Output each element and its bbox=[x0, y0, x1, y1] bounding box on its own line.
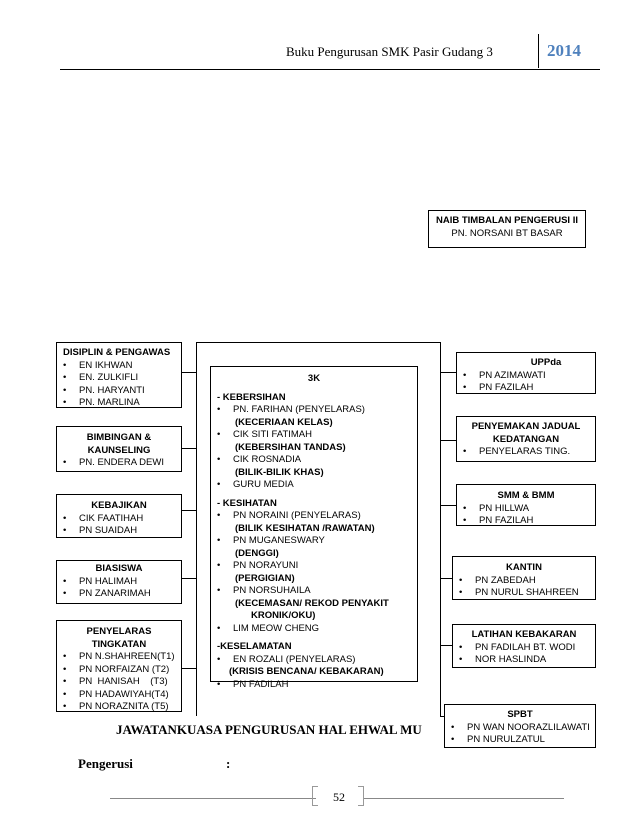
list-item: • PN NORAYUNI bbox=[211, 560, 417, 573]
kebajikan-title: KEBAJIKAN bbox=[91, 500, 147, 511]
bimbingan-box bbox=[56, 426, 182, 472]
disiplin-box bbox=[56, 342, 182, 408]
list-item: • PN. FARIHAN (PENYELARAS) bbox=[211, 404, 417, 417]
penyelaras-box bbox=[56, 620, 182, 712]
list-item: • PENYELARAS TING. bbox=[457, 446, 595, 459]
list-item: • PN NURULZATUL bbox=[445, 734, 595, 747]
list-item-note: KRONIK/OKU) bbox=[251, 610, 316, 621]
biasiswa-title: BIASISWA bbox=[95, 563, 143, 574]
list-item: • PN NORAZNITA (T5) bbox=[57, 701, 181, 714]
bimbingan-title-2: KAUNSELING bbox=[87, 444, 151, 456]
list-item: • PN ZANARIMAH bbox=[57, 588, 181, 601]
tiga-k-title: 3K bbox=[307, 373, 321, 384]
list-item: • PN HALIMAH bbox=[57, 576, 181, 589]
connector-line bbox=[440, 440, 456, 441]
smm-title: SMM & BMM bbox=[497, 490, 555, 501]
list-item: • PN SUAIDAH bbox=[57, 525, 181, 538]
penyelaras-title: PENYELARAS bbox=[86, 626, 152, 637]
list-item: • PN. MARLINA bbox=[57, 397, 181, 410]
header-title: Buku Pengurusan SMK Pasir Gudang 3 bbox=[286, 44, 493, 59]
connector-line bbox=[182, 448, 196, 449]
biasiswa-box bbox=[56, 560, 182, 604]
header-year: 2014 bbox=[547, 41, 581, 60]
list-item: • GURU MEDIA bbox=[211, 479, 417, 492]
jadual-title: PENYEMAKAN JADUAL bbox=[471, 421, 581, 432]
uppda-title: UPPda bbox=[530, 357, 562, 368]
bimbingan-title: BIMBINGAN & bbox=[86, 432, 152, 443]
naib-timbalan-box bbox=[428, 210, 586, 248]
list-item: • LIM MEOW CHENG bbox=[211, 623, 417, 636]
list-item-note: (KECEMASAN/ REKOD PENYAKIT bbox=[235, 597, 389, 609]
naib-timbalan-title: NAIB TIMBALAN PENGERUSI II bbox=[436, 215, 578, 226]
list-item: • PN. ENDERA DEWI bbox=[57, 457, 181, 470]
list-item: • PN NORAINI (PENYELARAS) bbox=[211, 510, 417, 523]
smm-box bbox=[456, 484, 596, 526]
list-item: • PN N.SHAHREEN(T1) bbox=[57, 651, 181, 664]
jadual-box bbox=[456, 416, 596, 462]
list-item: • EN. ZULKIFLI bbox=[57, 372, 181, 385]
list-item-note: (PERGIGIAN) bbox=[235, 572, 295, 584]
list-item: • CIK FAATIHAH bbox=[57, 513, 181, 526]
uppda-box bbox=[456, 352, 596, 394]
page-number: 52 bbox=[333, 790, 345, 804]
disiplin-title: DISIPLIN & PENGAWAS bbox=[63, 347, 171, 358]
jadual-title-2: KEDATANGAN bbox=[492, 433, 560, 445]
spbt-box bbox=[444, 704, 596, 748]
kesihatan-title: - KESIHATAN bbox=[217, 497, 277, 509]
committee-heading: JAWATANKUASA PENGURUSAN HAL EHWAL MU bbox=[116, 722, 422, 737]
connector-line bbox=[196, 342, 197, 716]
tiga-k-box bbox=[210, 366, 418, 690]
connector-line bbox=[182, 578, 196, 579]
list-item: • PN NORFAIZAN (T2) bbox=[57, 664, 181, 677]
list-item: • PN HANISAH (T3) bbox=[57, 676, 181, 689]
spbt-title: SPBT bbox=[507, 709, 533, 720]
list-item-note: (KEBERSIHAN TANDAS) bbox=[235, 441, 346, 453]
list-item: • PN HADAWIYAH(T4) bbox=[57, 689, 181, 702]
list-item-note: (BILIK KESIHATAN /RAWATAN) bbox=[235, 522, 375, 534]
list-item: • NOR HASLINDA bbox=[453, 654, 595, 667]
list-item: • CIK SITI FATIMAH bbox=[211, 429, 417, 442]
footer-rule-right bbox=[364, 798, 564, 799]
list-item: • PN HILLWA bbox=[457, 503, 595, 516]
list-item: • PN FADILAH bbox=[211, 679, 417, 692]
list-item: • EN IKHWAN bbox=[57, 360, 181, 373]
kebersihan-title: - KEBERSIHAN bbox=[217, 391, 286, 403]
list-item: • PN FAZILAH bbox=[457, 515, 595, 528]
connector-line bbox=[440, 372, 456, 373]
latihan-box bbox=[452, 624, 596, 668]
connector-line bbox=[182, 372, 196, 373]
keselamatan-note: (KRISIS BENCANA/ KEBAKARAN) bbox=[229, 666, 384, 677]
list-item: • PN WAN NOORAZLILAWATI bbox=[445, 722, 595, 735]
connector-line bbox=[182, 510, 196, 511]
list-item: • CIK ROSNADIA bbox=[211, 454, 417, 467]
pengerusi-label: Pengerusi bbox=[78, 756, 133, 771]
connector-line bbox=[440, 505, 456, 506]
kantin-title: KANTIN bbox=[506, 562, 542, 573]
list-item: • PN FADILAH BT. WODI bbox=[453, 642, 595, 655]
list-item-note: (BILIK-BILIK KHAS) bbox=[235, 466, 324, 478]
list-item: • EN ROZALI (PENYELARAS) bbox=[211, 654, 417, 667]
list-item: • PN NURUL SHAHREEN bbox=[453, 587, 595, 600]
list-item: • PN ZABEDAH bbox=[453, 575, 595, 588]
list-item: • PN. HARYANTI bbox=[57, 385, 181, 398]
naib-timbalan-name: PN. NORSANI BT BASAR bbox=[451, 227, 563, 239]
list-item: • PN AZIMAWATI bbox=[457, 370, 595, 383]
list-item-note: (KECERIAAN KELAS) bbox=[235, 416, 333, 428]
connector-line bbox=[182, 668, 196, 669]
latihan-title: LATIHAN KEBAKARAN bbox=[471, 629, 577, 640]
connector-line bbox=[440, 342, 441, 716]
header-rule bbox=[60, 69, 600, 70]
list-item-note: (DENGGI) bbox=[235, 547, 279, 559]
kantin-box bbox=[452, 556, 596, 600]
list-item: • PN NORSUHAILA bbox=[211, 585, 417, 598]
list-item: • PN MUGANESWARY bbox=[211, 535, 417, 548]
penyelaras-title-2: TINGKATAN bbox=[91, 638, 147, 650]
footer-rule-left bbox=[110, 798, 316, 799]
header-divider bbox=[538, 34, 539, 68]
pengerusi-colon: : bbox=[226, 756, 231, 771]
kebajikan-box bbox=[56, 494, 182, 538]
footer-bracket-right bbox=[358, 786, 364, 806]
list-item: • PN FAZILAH bbox=[457, 382, 595, 395]
connector-line bbox=[196, 342, 440, 343]
keselamatan-title: -KESELAMATAN bbox=[217, 641, 292, 652]
